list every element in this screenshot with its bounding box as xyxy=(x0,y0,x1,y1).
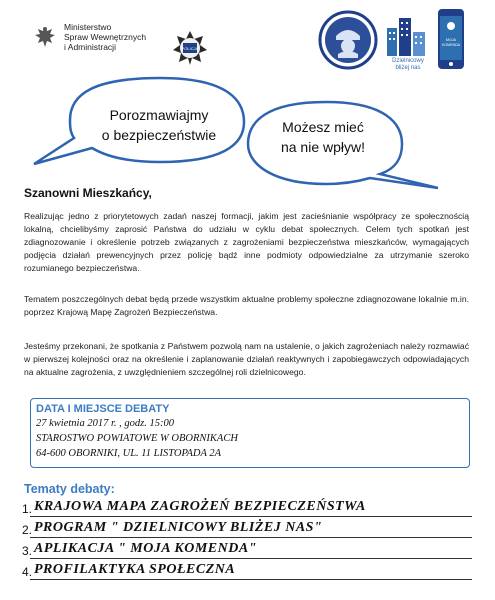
app-label-line2: KOMENDA xyxy=(441,43,461,47)
topic-underline xyxy=(30,579,472,580)
topic-item xyxy=(22,538,472,558)
salutation: Szanowni Mieszkańcy, xyxy=(24,186,152,200)
topic-number: 3. xyxy=(22,544,33,558)
dzielnicowy-line1: Dzielnicowy xyxy=(392,58,424,64)
right-bubble-line2: na nie wpływ! xyxy=(280,139,366,155)
dzielnicowy-line2: bliżej nas xyxy=(395,64,421,71)
topic-item xyxy=(22,559,472,579)
topic-item xyxy=(22,496,472,516)
police-badge-label: POLICJA xyxy=(181,46,199,51)
police-star-badge-icon xyxy=(172,30,208,66)
topic-text: PROFILAKTYKA SPOŁECZNA xyxy=(34,562,236,577)
app-label-line1: MOJA xyxy=(446,38,456,42)
left-bubble-line2: o bezpieczeństwie xyxy=(101,127,217,143)
moja-komenda-phone-icon xyxy=(437,8,465,70)
debate-circle-logo xyxy=(318,10,378,70)
topic-text: KRAJOWA MAPA ZAGROŻEŃ BEZPIECZEŃSTWA xyxy=(34,499,366,514)
polish-eagle-icon xyxy=(32,24,58,50)
topics-title: Tematy debaty: xyxy=(24,482,115,496)
topic-number: 4. xyxy=(22,565,33,579)
topic-item xyxy=(22,517,472,537)
debate-address: 64-600 OBORNIKI, UL. 11 LISTOPADA 2A xyxy=(36,448,222,459)
paragraph-1: Realizując jedno z priorytetowych zadań naszej formacji, jakim jest zacieśnianie współpracy ze społecznością lokalną, chcielibyśmy zaprosić Państwa do udziału w cyklu debat społecznych. Celem tych spotkań jest zdiagnozowanie i określenie potrzeb związanych z zagrożeniami bezpieczeństwa mieszkańców, wymagających podjęcia działań prewencyjnych przez policję bądź inne podmioty odpowiedzialne za utrzymanie szeroko rozumianego bezpieczeństwa. xyxy=(24,211,469,273)
debate-date: 27 kwietnia 2017 r. , godz. 15:00 xyxy=(36,418,174,429)
dzielnicowy-logo-text xyxy=(383,58,433,71)
right-bubble-text xyxy=(258,117,388,157)
dzielnicowy-buildings-logo xyxy=(383,10,429,62)
ministry-name xyxy=(64,22,146,52)
left-bubble-text xyxy=(84,105,234,145)
debate-place: STAROSTWO POWIATOWE W OBORNIKACH xyxy=(36,433,238,444)
topic-number: 2. xyxy=(22,523,33,537)
paragraph-2: Tematem poszczególnych debat będą przede wszystkim aktualne problemy społeczne zdiagnozowane lokalnie m.in. poprzez Krajową Mapę Zagrożeń Bezpieczeństwa. xyxy=(24,294,469,317)
debate-info-title: DATA I MIEJSCE DEBATY xyxy=(36,403,170,415)
left-bubble-line1: Porozmawiajmy xyxy=(109,107,209,123)
topic-text: APLIKACJA " MOJA KOMENDA" xyxy=(34,541,257,556)
topic-text: PROGRAM " DZIELNICOWY BLIŻEJ NAS" xyxy=(34,520,323,535)
right-bubble-line1: Możesz mieć xyxy=(282,119,364,135)
topic-number: 1. xyxy=(22,502,33,516)
ministry-line1: Ministerstwo xyxy=(64,22,112,32)
ministry-line3: i Administracji xyxy=(64,42,116,52)
paragraph-3: Jesteśmy przekonani, że spotkania z Państwem pozwolą nam na ustalenie, o jakich zagrożeniach należy rozmawiać w pierwszej kolejności oraz na określenie i zaplanowanie działań reaktywnych i zapobiegawczych odpowiadających na aktualne zagrożenia, z uwzględnieniem szczególnej roli dzielnicowego. xyxy=(24,341,469,377)
ministry-line2: Spraw Wewnętrznych xyxy=(64,32,147,42)
